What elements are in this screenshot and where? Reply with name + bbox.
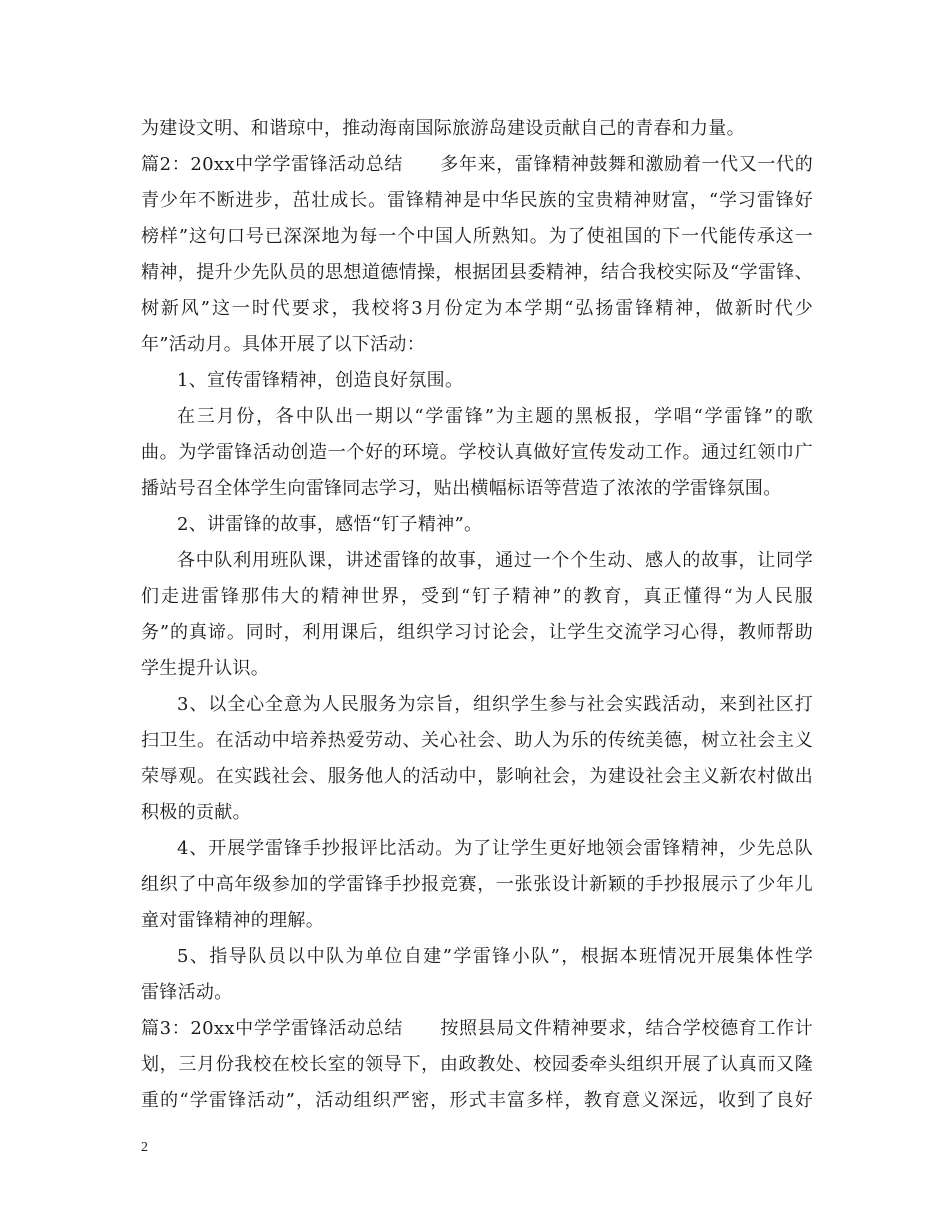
text-line: 学生提升认识。 <box>141 658 270 679</box>
text-line: 年”活动月。具体开展了以下活动： <box>141 334 426 355</box>
list-item-heading: 1、宣传雷锋精神，创造良好氛围。 <box>177 370 464 391</box>
section-heading-line: 篇2：20xx中学学雷锋活动总结 多年来，雷锋精神鼓舞和激励着一代又一代的 <box>141 154 813 175</box>
text-line: 树新风”这一时代要求，我校将3月份定为本学期“弘扬雷锋精神，做新时代少 <box>141 298 813 319</box>
text-line: 荣辱观。在实践社会、服务他人的活动中，影响社会，为建设社会主义新农村做出 <box>141 766 813 787</box>
text-line: 各中队利用班队课，讲述雷锋的故事，通过一个个生动、感人的故事，让同学 <box>177 550 813 571</box>
text-line: 播站号召全体学生向雷锋同志学习，贴出横幅标语等营造了浓浓的学雷锋氛围。 <box>141 478 782 499</box>
list-item-heading: 3、以全心全意为人民服务为宗旨，组织学生参与社会实践活动，来到社区打 <box>177 694 813 715</box>
text-line: 划，三月份我校在校长室的领导下，由政教处、校园委牵头组织开展了认真而又隆 <box>141 1054 813 1075</box>
text-line: 榜样”这句口号已深深地为每一个中国人所熟知。为了使祖国的下一代能传承这一 <box>141 226 813 247</box>
text-line: 组织了中高年级参加的学雷锋手抄报竞赛，一张张设计新颖的手抄报展示了少年儿 <box>141 874 813 895</box>
list-item-heading: 5、指导队员以中队为单位自建”学雷锋小队”，根据本班情况开展集体性学 <box>177 946 813 967</box>
section-heading-line: 篇3：20xx中学学雷锋活动总结 按照县局文件精神要求，结合学校德育工作计 <box>141 1018 813 1039</box>
text-line: 们走进雷锋那伟大的精神世界，受到“钉子精神”的教育，真正懂得“为人民服 <box>141 586 813 607</box>
list-item-heading: 4、开展学雷锋手抄报评比活动。为了让学生更好地领会雷锋精神，少先总队 <box>177 838 813 859</box>
text-line: 重的“学雷锋活动”，活动组织严密，形式丰富多样，教育意义深远，收到了良好 <box>141 1090 813 1111</box>
page-number: 2 <box>141 1140 148 1155</box>
text-line: 青少年不断进步，茁壮成长。雷锋精神是中华民族的宝贵精神财富，“学习雷锋好 <box>141 190 813 211</box>
text-line: 童对雷锋精神的理解。 <box>141 910 324 931</box>
text-line: 精神，提升少先队员的思想道德情操，根据团县委精神，结合我校实际及“学雷锋、 <box>141 262 813 283</box>
text-line: 为建设文明、和谐琼中，推动海南国际旅游岛建设贡献自己的青春和力量。 <box>141 118 745 139</box>
text-line: 雷锋活动。 <box>141 982 233 1003</box>
text-line: 在三月份，各中队出一期以“学雷锋”为主题的黑板报，学唱“学雷锋”的歌 <box>177 406 813 427</box>
list-item-heading: 2、讲雷锋的故事，感悟“钉子精神”。 <box>177 514 483 535</box>
text-line: 扫卫生。在活动中培养热爱劳动、关心社会、助人为乐的传统美德，树立社会主义 <box>141 730 813 751</box>
text-line: 曲。为学雷锋活动创造一个好的环境。学校认真做好宣传发动工作。通过红领巾广 <box>141 442 813 463</box>
text-line: 积极的贡献。 <box>141 802 251 823</box>
text-line: 务”的真谛。同时，利用课后，组织学习讨论会，让学生交流学习心得，教师帮助 <box>141 622 813 643</box>
